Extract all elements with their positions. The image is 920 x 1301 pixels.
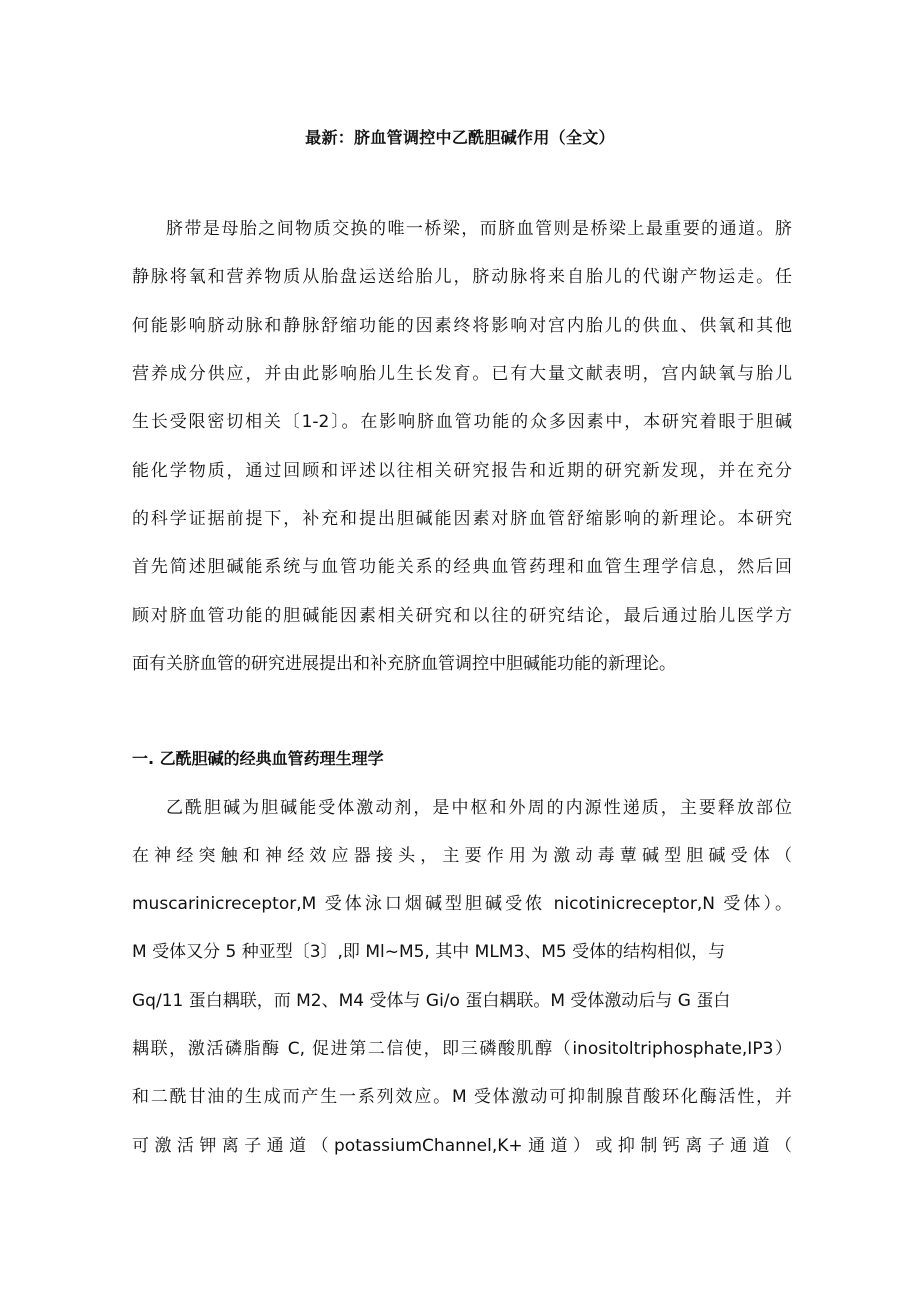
- section-line-1: 乙酰胆碱为胆碱能受体激动剂，是中枢和外周的内源性递质，主要释放部位: [166, 798, 792, 818]
- intro-line-6: 能化学物质，通过回顾和评述以往相关研究报告和近期的研究新发现，并在充分: [132, 461, 792, 481]
- section-line-8: 可激活钾离子通道（potassiumChannel,K+通道）或抑制钙离子通道（: [132, 1136, 792, 1156]
- section-line-2: 在神经突触和神经效应器接头，主要作用为激动毒蕈碱型胆碱受体（: [132, 846, 792, 866]
- section-line-7: 和二酰甘油的生成而产生一系列效应。M 受体激动可抑制腺苜酸环化酶活性，并: [132, 1087, 792, 1107]
- intro-line-7: 的科学证据前提下，补充和提出胆碱能因素对脐血管舒缩影响的新理论。本研究: [132, 509, 792, 529]
- section-heading: 一. 乙酰胆碱的经典血管药理生理学: [132, 749, 384, 768]
- intro-line-4: 营养成分供应，并由此影响胎儿生长发育。已有大量文献表明，宫内缺氧与胎儿: [132, 364, 792, 384]
- document-title: 最新：脐血管调控中乙酰胆碱作用（全文）: [305, 128, 615, 147]
- section-line-4: M 受体又分 5 种亚型〔3〕,即 Ml~M5, 其中 MLM3、M5 受体的结构相似，与: [132, 942, 726, 962]
- intro-line-9: 顾对脐血管功能的胆碱能因素相关研究和以往的研究结论，最后通过胎儿医学方: [132, 606, 792, 626]
- intro-line-10: 面有关脐血管的研究进展提出和补充脐血管调控中胆碱能功能的新理论。: [132, 654, 676, 674]
- intro-line-1: 脐带是母胎之间物质交换的唯一桥梁，而脐血管则是桥梁上最重要的通道。脐: [166, 219, 792, 239]
- section-line-5: Gq/11 蛋白耦联，而 M2、M4 受体与 Gi/o 蛋白耦联。M 受体激动后与 G 蛋白: [132, 991, 731, 1011]
- intro-line-3: 何能影响脐动脉和静脉舒缩功能的因素终将影响对宫内胎儿的供血、供氧和其他: [132, 316, 792, 336]
- intro-line-2: 静脉将氧和营养物质从胎盘运送给胎儿，脐动脉将来自胎儿的代谢产物运走。任: [132, 267, 792, 287]
- intro-line-5: 生长受限密切相关〔1-2〕。在影响脐血管功能的众多因素中，本研究着眼于胆碱: [132, 412, 792, 432]
- section-line-6: 耦联，激活磷脂酶 C, 促进第二信使，即三磷酸肌醇（inositoltriphosphate,IP3）: [132, 1039, 792, 1059]
- section-line-3: muscarinicreceptor,M 受体泳口烟碱型胆碱受侬 nicotinicreceptor,N 受体）。: [132, 894, 792, 914]
- intro-line-8: 首先简述胆碱能系统与血管功能关系的经典血管药理和血管生理学信息，然后回: [132, 557, 792, 577]
